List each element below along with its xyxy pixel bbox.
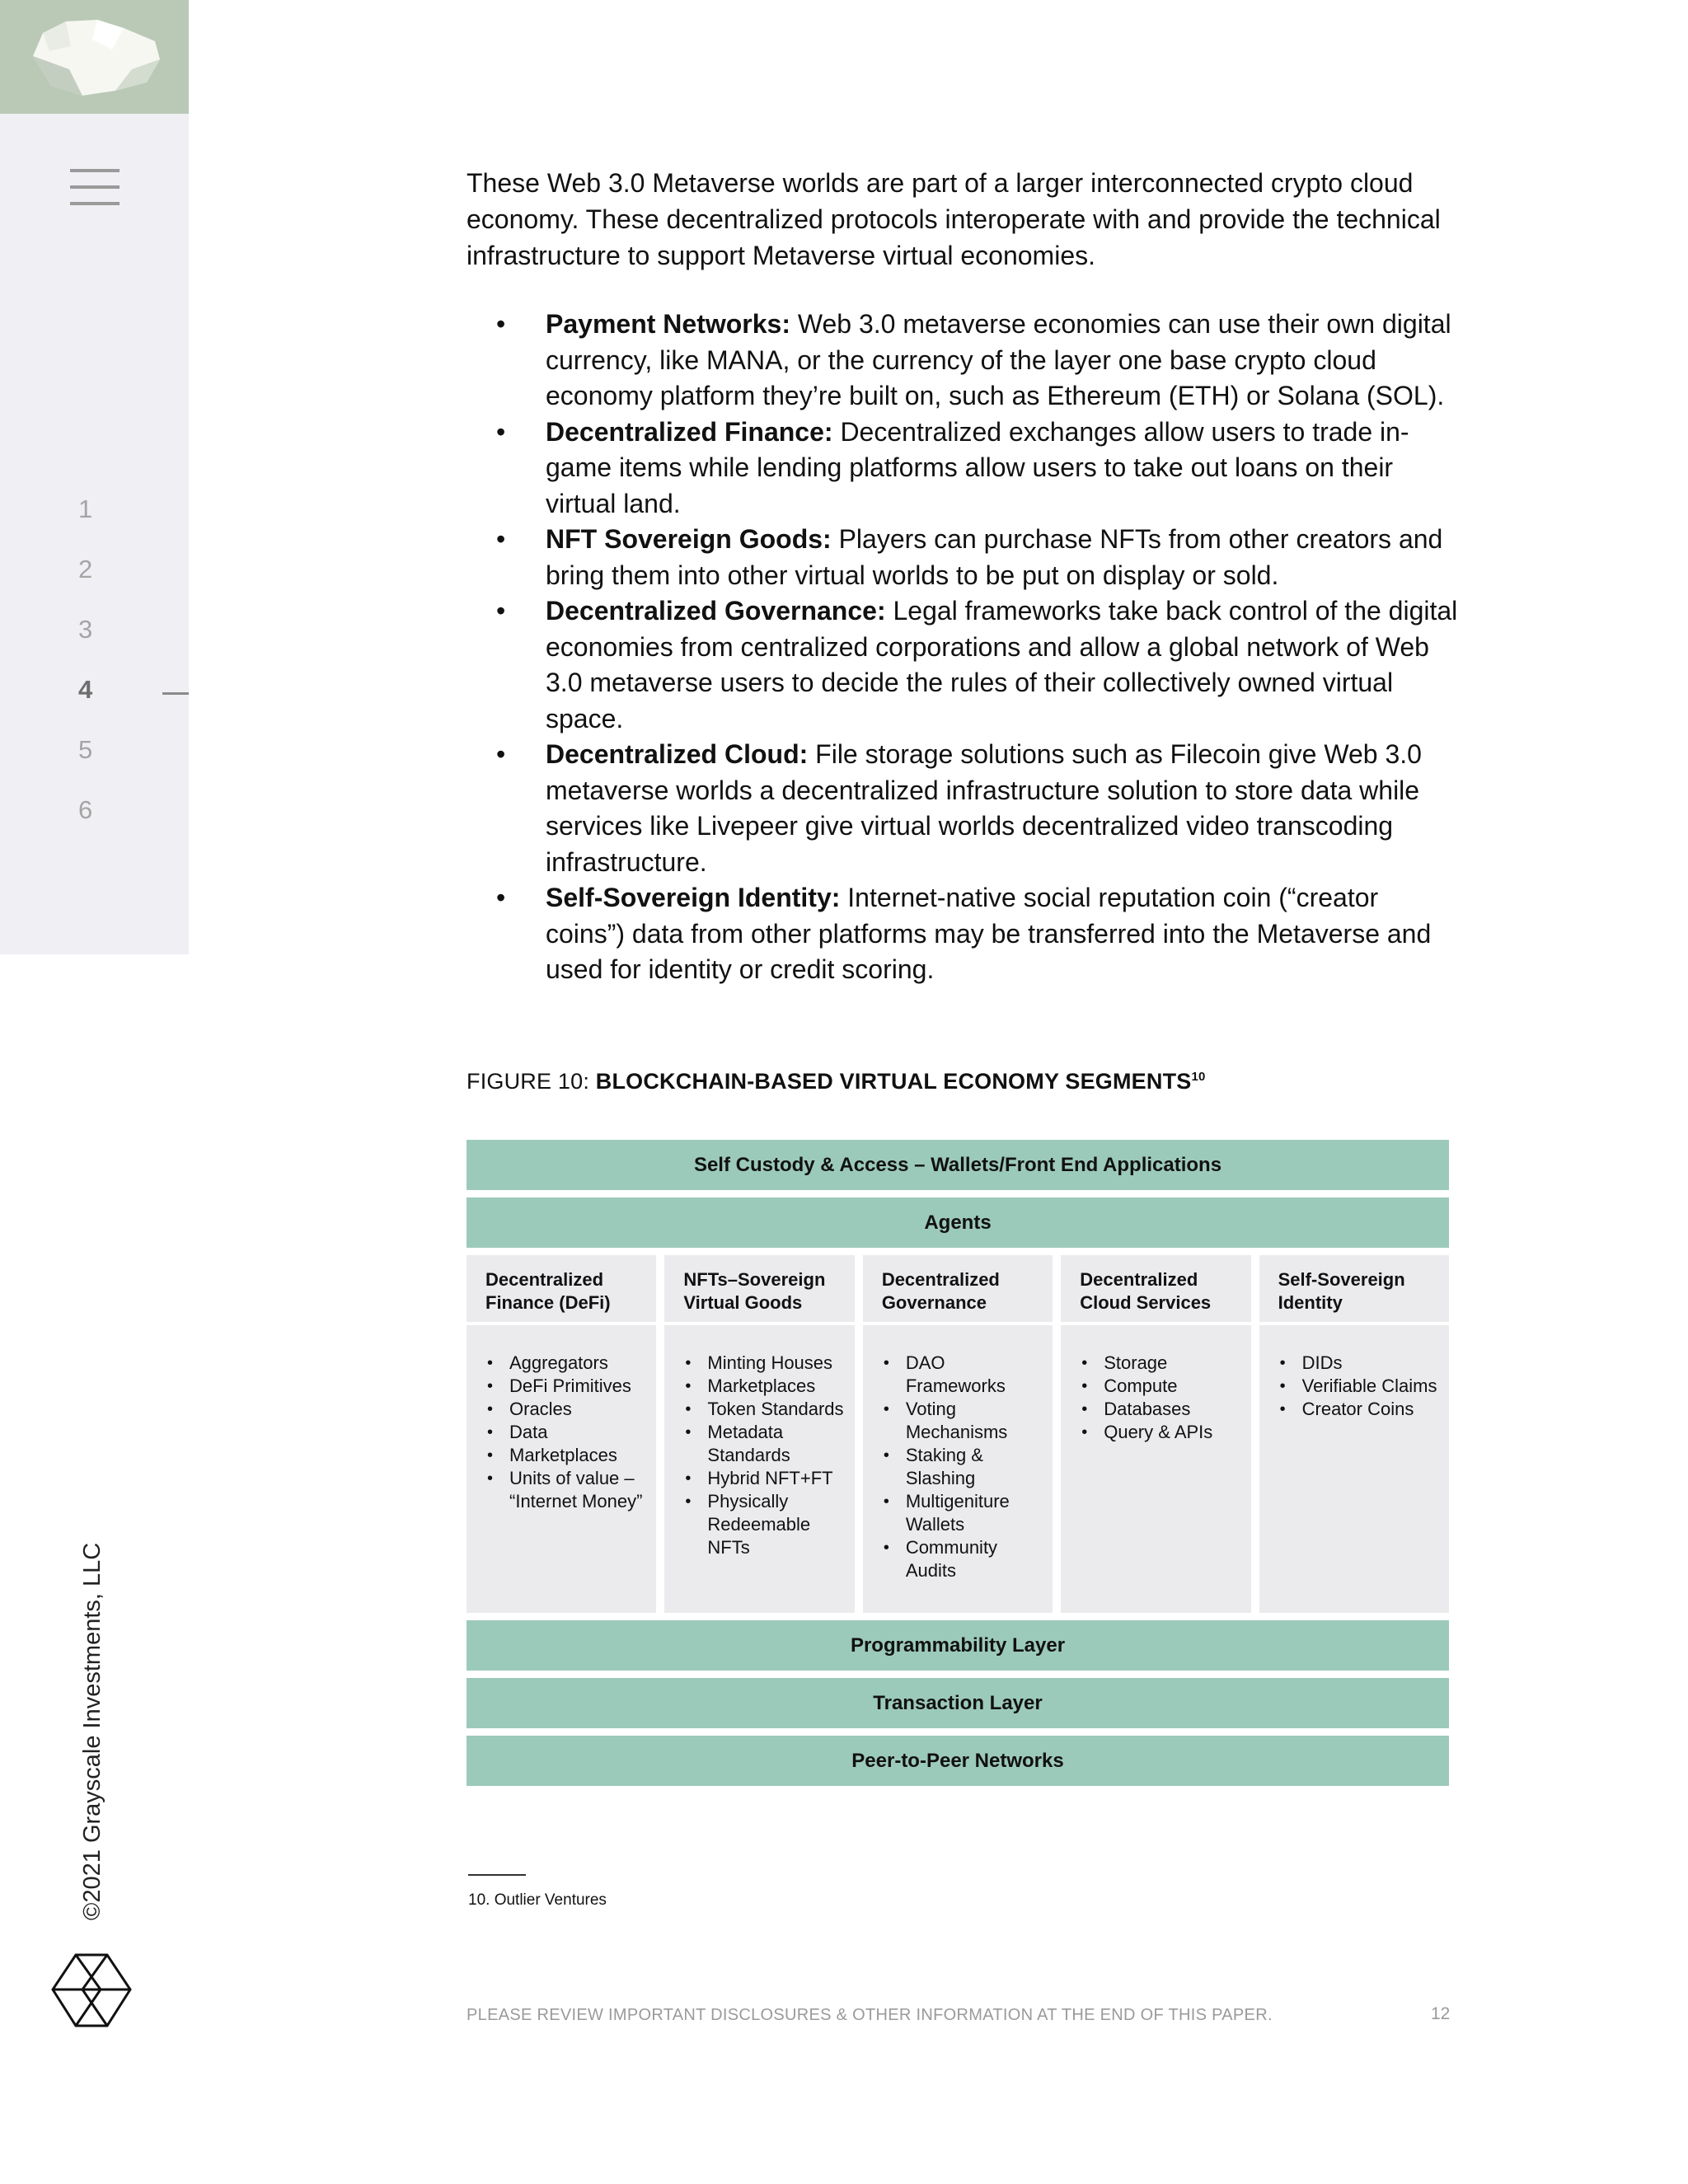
segment-item: • Physically Redeemable NFTs: [683, 1490, 846, 1559]
bullet-decentralized-finance: • Decentralized Finance: Decentralized exchanges allow users to trade in-game items while lending platforms allow users to take out loans on their virtual land.: [496, 416, 1409, 518]
layer-self-custody: Self Custody & Access – Wallets/Front End Applications: [467, 1140, 1449, 1190]
layer-peer-to-peer: Peer-to-Peer Networks: [467, 1736, 1449, 1786]
bullet-term: Payment Networks:: [546, 309, 790, 339]
segment-item: • DeFi Primitives: [485, 1375, 648, 1398]
economy-segments-diagram: [467, 1140, 1449, 1793]
current-page-marker: [162, 692, 189, 695]
bullet-payment-networks: • Payment Networks: Web 3.0 metaverse economies can use their own digital currency, like MANA, or the currency of the layer one base crypto cloud economy platform they’re built on, such as Ethereum (ETH) or Solana (SOL).: [496, 309, 1451, 410]
segment-item: • Units of value – “Internet Money”: [485, 1467, 648, 1513]
grayscale-logo-icon: [0, 0, 189, 114]
segment-column-cloud: [1061, 1255, 1250, 1613]
segment-item: • Metadata Standards: [683, 1421, 846, 1467]
segment-item: • DAO Frameworks: [882, 1352, 1044, 1398]
bullet-text: Web 3.0 metaverse economies can use their own digital currency, like MANA, or the currency of the layer one base crypto cloud economy platform they’re built on, such as Ethereum (ETH) or Solana (SOL).: [546, 309, 1451, 410]
segment-item: • Staking & Slashing: [882, 1444, 1044, 1490]
segment-column-governance: [863, 1255, 1053, 1613]
figure-footnote-ref: 10: [1191, 1070, 1206, 1084]
bullet-self-sovereign-identity: • Self-Sovereign Identity: Internet-native social reputation coin (“creator coins”) data from other platforms may be transferred into the Metaverse and used for identity or credit scoring.: [496, 883, 1432, 984]
segment-item: • Storage: [1080, 1352, 1242, 1375]
segment-heading: NFTs–Sovereign Virtual Goods: [664, 1255, 854, 1325]
grayscale-mark-icon[interactable]: [51, 1953, 132, 2027]
layer-agents: Agents: [467, 1197, 1449, 1248]
segment-item: • Oracles: [485, 1398, 648, 1421]
segment-item: • Verifiable Claims: [1278, 1375, 1441, 1398]
bullet-text: Internet-native social reputation coin (“creator coins”) data from other platforms may be transferred into the Metaverse and used for identity or credit scoring.: [546, 883, 1432, 984]
bullet-text: Decentralized exchanges allow users to trade in-game items while lending platforms allow users to take out loans on their virtual land.: [546, 416, 1409, 518]
segment-bullet-list: [467, 307, 1464, 988]
segment-item: • Data: [485, 1421, 648, 1444]
segment-heading: Decentralized Cloud Services: [1061, 1255, 1250, 1325]
page-link-6[interactable]: 6: [78, 795, 93, 824]
segment-item: • Compute: [1080, 1375, 1242, 1398]
bullet-term: NFT Sovereign Goods:: [546, 524, 832, 554]
segment-heading: Decentralized Governance: [863, 1255, 1053, 1325]
layer-transaction: Transaction Layer: [467, 1678, 1449, 1728]
bullet-nft-sovereign-goods: • NFT Sovereign Goods: Players can purchase NFTs from other creators and bring them into other virtual worlds to be put on display or sold.: [496, 524, 1443, 590]
segment-item: • Hybrid NFT+FT: [683, 1467, 846, 1490]
footnote: 10. Outlier Ventures: [468, 1891, 607, 1909]
segment-item: • Databases: [1080, 1398, 1242, 1421]
page-number: 12: [1431, 2004, 1451, 2023]
bullet-text: Legal frameworks take back control of the digital economies from centralized corporations and allow a global network of Web 3.0 metaverse users to decide the rules of their collectively owned virtual space.: [546, 596, 1458, 733]
segment-item: • Creator Coins: [1278, 1398, 1441, 1421]
segment-item: • Token Standards: [683, 1398, 846, 1421]
figure-title: [467, 1069, 1206, 1094]
layer-programmability: Programmability Layer: [467, 1620, 1449, 1671]
segment-item: • Aggregators: [485, 1352, 648, 1375]
page-link-1[interactable]: 1: [78, 494, 93, 523]
sidebar: [0, 114, 189, 954]
segment-column-nfts: [664, 1255, 854, 1613]
intro-paragraph: These Web 3.0 Metaverse worlds are part of a larger interconnected crypto cloud economy. These decentralized protocols interoperate with and provide the technical infrastructure to support Metaverse virtual economies.: [467, 168, 1441, 270]
bullet-term: Self-Sovereign Identity:: [546, 883, 841, 912]
figure-heading: BLOCKCHAIN-BASED VIRTUAL ECONOMY SEGMENTS: [595, 1069, 1192, 1094]
segment-column-defi: [467, 1255, 656, 1613]
bullet-term: Decentralized Finance:: [546, 416, 833, 447]
page-link-4-current[interactable]: 4: [78, 675, 93, 704]
copyright-text: ©2021 Grayscale Investments, LLC: [79, 1542, 106, 1920]
bullet-decentralized-governance: • Decentralized Governance: Legal frameworks take back control of the digital economies from centralized corporations and allow a global network of Web 3.0 metaverse users to decide the rules of their collectively owned virtual space.: [496, 596, 1458, 733]
disclosure-notice: PLEASE REVIEW IMPORTANT DISCLOSURES & OTHER INFORMATION AT THE END OF THIS PAPER.: [467, 2006, 1273, 2024]
segment-item: • Voting Mechanisms: [882, 1398, 1044, 1444]
segment-columns: [467, 1255, 1449, 1613]
segment-item: • Minting Houses: [683, 1352, 846, 1375]
page-link-3[interactable]: 3: [78, 615, 93, 644]
bullet-text: Players can purchase NFTs from other creators and bring them into other virtual worlds to be put on display or sold.: [546, 524, 1443, 590]
page-link-5[interactable]: 5: [78, 735, 93, 764]
segment-column-identity: [1259, 1255, 1449, 1613]
footnote-divider: [468, 1874, 526, 1876]
page-link-2[interactable]: 2: [78, 555, 93, 583]
segment-item: • Community Audits: [882, 1536, 1044, 1582]
hamburger-menu-icon[interactable]: [70, 169, 120, 209]
bullet-term: Decentralized Governance:: [546, 596, 886, 626]
segment-item: • Query & APIs: [1080, 1421, 1242, 1444]
segment-item: • DIDs: [1278, 1352, 1441, 1375]
segment-item: • Multigeniture Wallets: [882, 1490, 1044, 1536]
segment-heading: Self-Sovereign Identity: [1259, 1255, 1449, 1325]
bullet-decentralized-cloud: • Decentralized Cloud: File storage solutions such as Filecoin give Web 3.0 metaverse worlds a decentralized infrastructure solution to store data while services like Livepeer give virtual worlds decentralized video transcoding infrastructure.: [496, 739, 1422, 877]
main-content: [467, 165, 1464, 988]
bullet-term: Decentralized Cloud:: [546, 739, 809, 769]
logo-block[interactable]: [0, 0, 189, 114]
segment-heading: Decentralized Finance (DeFi): [467, 1255, 656, 1325]
segment-item: • Marketplaces: [683, 1375, 846, 1398]
figure-label: FIGURE 10:: [467, 1069, 596, 1094]
bullet-text: File storage solutions such as Filecoin give Web 3.0 metaverse worlds a decentralized infrastructure solution to store data while services like Livepeer give virtual worlds decentralized video transcoding infrastructure.: [546, 739, 1422, 877]
segment-item: • Marketplaces: [485, 1444, 648, 1467]
